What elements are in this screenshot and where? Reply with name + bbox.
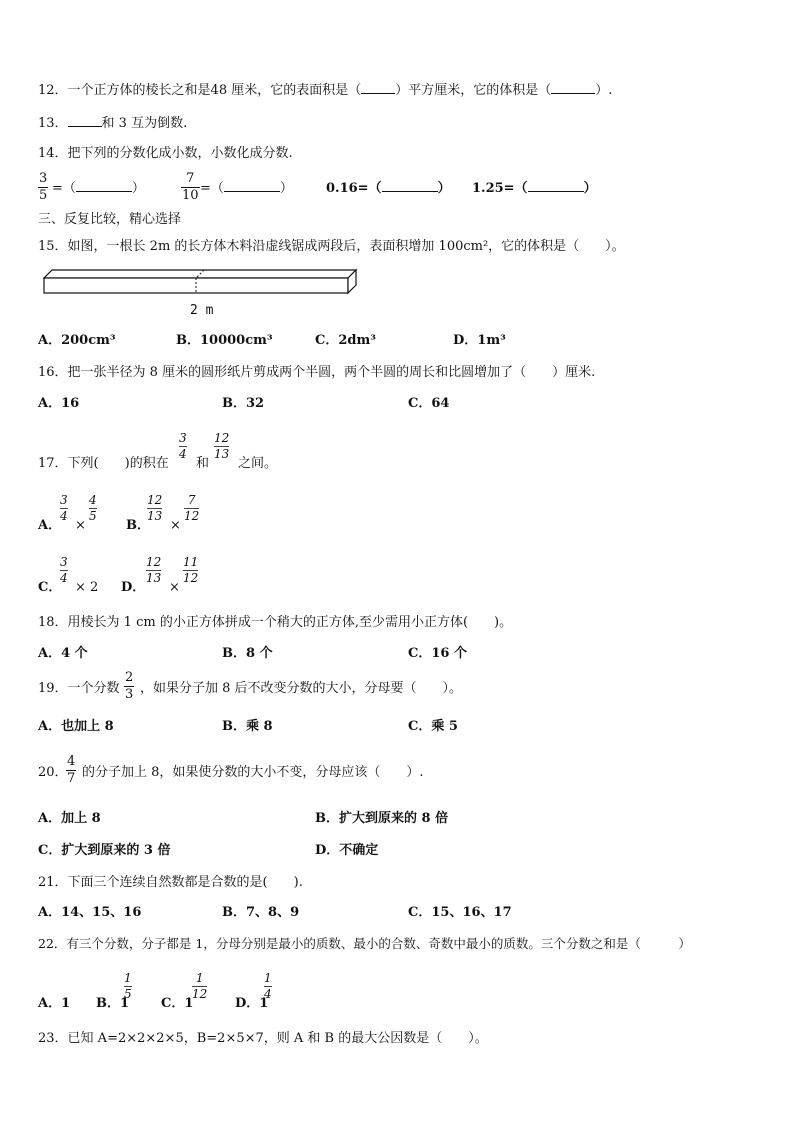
question-12: 12．一个正方体的棱长之和是48 厘米，它的表面积是（ ）平方厘米，它的体积是（ ）. — [38, 83, 613, 98]
option-c[interactable]: C．15、16、17 — [408, 905, 512, 920]
option-a[interactable]: A．200cm³ — [38, 333, 116, 348]
fraction-7-10: 7 10 — [182, 171, 199, 203]
option-b[interactable]: B．1 — [96, 996, 130, 1011]
option-a[interactable]: A．14、15、16 — [38, 905, 142, 920]
option-c[interactable]: C．扩大到原来的 3 倍 — [38, 843, 171, 858]
question-number: 12． — [38, 83, 68, 98]
fraction: 12 13 — [147, 493, 163, 523]
question-number: 13． — [38, 116, 68, 131]
fraction: 1 4 — [264, 971, 272, 1001]
fraction-3-5: 3 5 — [39, 171, 48, 203]
option-b[interactable]: B．扩大到原来的 8 倍 — [315, 811, 449, 826]
answer-blank[interactable] — [528, 191, 584, 192]
option-c[interactable]: C．16 个 — [408, 646, 467, 661]
fraction-2-3: 2 3 — [125, 670, 134, 702]
question-16: 16．把一张半径为 8 厘米的圆形纸片剪成两个半圆，两个半圆的周长和比圆增加了（ ）厘米. — [38, 365, 596, 380]
answer-blank[interactable] — [68, 126, 102, 127]
wood-bar-figure — [40, 266, 360, 300]
question-number: 21． — [38, 875, 68, 890]
option-c[interactable]: C． — [38, 580, 62, 595]
option-d[interactable]: D．不确定 — [315, 843, 379, 858]
question-17: 17．下列( )的积在 — [38, 456, 169, 471]
option-a[interactable]: A．也加上 8 — [38, 719, 114, 734]
answer-blank[interactable] — [361, 93, 395, 94]
figure-length-label: 2 m — [190, 303, 214, 318]
question-number: 18． — [38, 615, 68, 630]
question-number: 20． — [38, 765, 68, 780]
fraction: 3 4 — [60, 555, 68, 585]
option-b[interactable]: B． — [126, 518, 150, 533]
option-b[interactable]: B．8 个 — [222, 646, 273, 661]
answer-blank[interactable] — [551, 93, 595, 94]
fraction-12-13: 12 13 — [214, 431, 230, 461]
fraction: 7 12 — [184, 493, 200, 523]
option-b[interactable]: B．7、8、9 — [222, 905, 300, 920]
option-a[interactable]: A． — [38, 518, 62, 533]
fraction-3-4: 3 4 — [179, 431, 187, 461]
question-number: 16． — [38, 365, 68, 380]
conversion-item-1: =（ ） — [52, 181, 145, 196]
option-a[interactable]: A．1 — [38, 996, 71, 1011]
option-a[interactable]: A．加上 8 — [38, 811, 101, 826]
option-c[interactable]: C．2dm³ — [315, 333, 376, 348]
fraction-4-7: 4 7 — [67, 754, 76, 786]
question-19: 19．一个分数 — [38, 681, 120, 696]
conversion-item-4: 1.25=（ ） — [472, 181, 597, 196]
fraction: 12 13 — [146, 555, 162, 585]
answer-blank[interactable] — [382, 191, 438, 192]
option-a[interactable]: A．4 个 — [38, 646, 88, 661]
option-b[interactable]: B．32 — [222, 396, 265, 411]
question-23: 23．已知 A=2×2×2×5，B=2×5×7，则 A 和 B 的最大公因数是（ ）。 — [38, 1031, 488, 1046]
option-d[interactable]: D． — [121, 580, 146, 595]
option-c[interactable]: C．64 — [408, 396, 450, 411]
question-number: 19． — [38, 681, 68, 696]
question-18: 18．用棱长为 1 cm 的小正方体拼成一个稍大的正方体,至少需用小正方体( )。 — [38, 615, 513, 630]
question-number: 22． — [38, 936, 67, 951]
question-21: 21．下面三个连续自然数都是合数的是( ). — [38, 875, 303, 890]
question-13: 13． 和 3 互为倒数. — [38, 116, 188, 131]
answer-blank[interactable] — [224, 191, 280, 192]
option-c[interactable]: C．乘 5 — [408, 719, 458, 734]
question-number: 15． — [38, 239, 68, 254]
answer-blank[interactable] — [76, 191, 132, 192]
option-b[interactable]: B．乘 8 — [222, 719, 273, 734]
question-22: 22．有三个分数，分子都是 1，分母分别是最小的质数、最小的合数、奇数中最小的质数。三个分数之和是（ ） — [38, 936, 691, 951]
fraction: 1 5 — [124, 971, 132, 1001]
section-heading: 三、反复比较，精心选择 — [38, 212, 182, 227]
option-a[interactable]: A．16 — [38, 396, 80, 411]
conversion-item-2: =（ ） — [200, 181, 293, 196]
question-number: 14． — [38, 146, 68, 161]
question-number: 23． — [38, 1031, 68, 1046]
option-d[interactable]: D．1m³ — [453, 333, 506, 348]
question-14: 14．把下列的分数化成小数，小数化成分数. — [38, 146, 293, 161]
option-b[interactable]: B．10000cm³ — [176, 333, 273, 348]
question-15: 15．如图，一根长 2m 的长方体木料沿虚线锯成两段后，表面积增加 100cm²，它的体积是（ ）。 — [38, 239, 625, 254]
option-c[interactable]: C．1 — [161, 996, 194, 1011]
conversion-item-3: 0.16=（ ） — [326, 181, 451, 196]
question-20 — [38, 764, 68, 782]
fraction: 3 4 — [60, 493, 68, 523]
question-number: 17． — [38, 456, 68, 471]
fraction: 1 12 — [192, 971, 208, 1001]
fraction: 4 5 — [89, 493, 97, 523]
option-d[interactable]: D．1 — [235, 996, 269, 1011]
fraction: 11 12 — [183, 555, 199, 585]
